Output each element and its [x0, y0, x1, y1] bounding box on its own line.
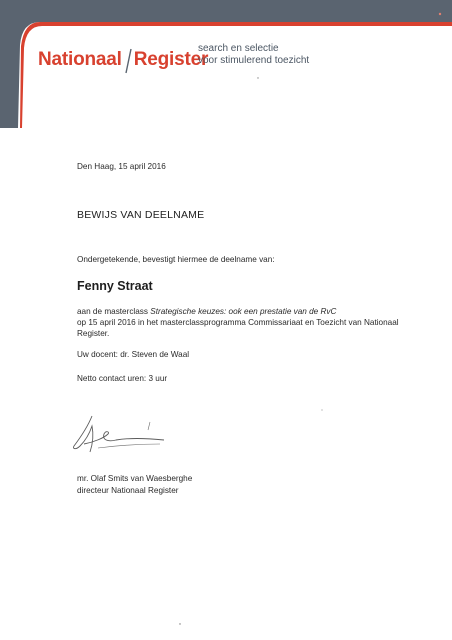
logo-word-nationaal: Nationaal [38, 49, 122, 70]
contact-hours-line: Netto contact uren: 3 uur [77, 374, 168, 383]
letter-date: Den Haag, 15 april 2016 [77, 162, 166, 171]
handwritten-signature [64, 408, 174, 468]
paragraph-line-3: Register. [77, 329, 110, 338]
tagline-line-2: voor stimulerend toezicht [198, 55, 310, 66]
letterhead-tagline [198, 43, 309, 67]
masterclass-title: Strategische keuzes: ook een prestatie van de RvC [150, 307, 337, 316]
paragraph-prefix: aan de masterclass [77, 307, 151, 316]
logo-slash-icon [123, 47, 133, 75]
paragraph-line-2: op 15 april 2016 in het masterclassprogramma Commissariaat en Toezicht van Nationaal [77, 318, 399, 327]
docent-line: Uw docent: dr. Steven de Waal [77, 350, 190, 359]
paragraph-line-1 [77, 306, 407, 317]
nationaal-register-logo [38, 47, 208, 75]
tagline-line-1: search en selectie [198, 43, 279, 54]
certificate-heading: BEWIJS VAN DEELNAME [77, 209, 205, 221]
signatory-name: mr. Olaf Smits van Waesberghe [77, 474, 193, 483]
participant-name: Fenny Straat [77, 279, 153, 293]
signatory-role: directeur Nationaal Register [77, 486, 179, 495]
logo-word-register: Register [133, 49, 209, 70]
intro-sentence: Ondergetekende, bevestigt hiermee de deelname van: [77, 255, 275, 264]
masterclass-paragraph [77, 306, 407, 339]
